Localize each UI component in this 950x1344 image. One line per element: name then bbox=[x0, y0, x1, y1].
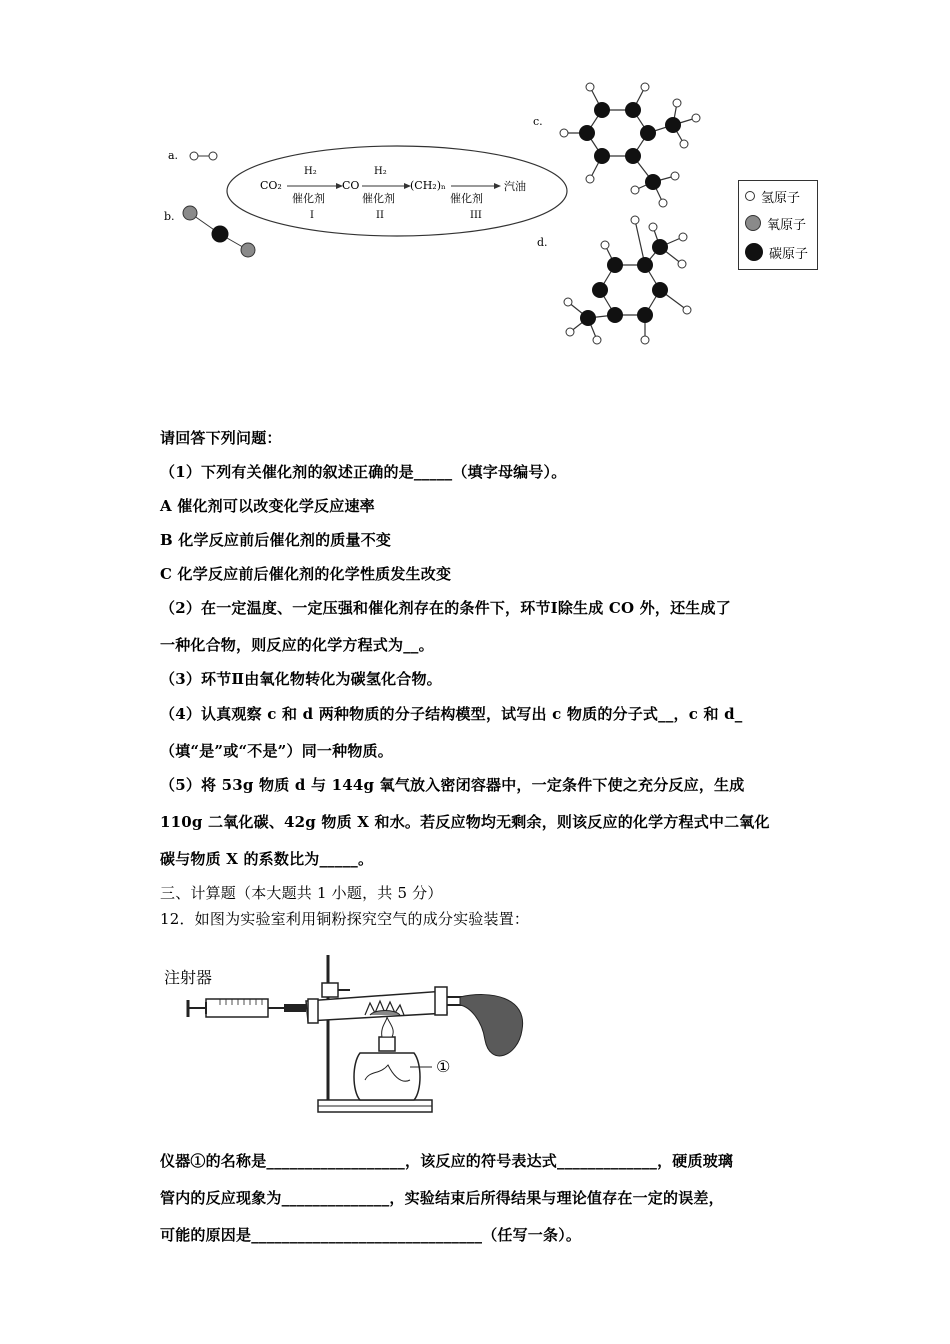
step-1: I bbox=[310, 210, 314, 221]
hydrogen-atom-icon bbox=[745, 191, 755, 201]
questions-intro: 请回答下列问题： bbox=[160, 429, 282, 447]
apparatus-drawing bbox=[160, 945, 540, 1120]
label-b: b. bbox=[164, 210, 175, 223]
balloon bbox=[460, 995, 523, 1056]
catalyst-3: 催化剂 bbox=[450, 192, 483, 205]
atom-oxygen bbox=[183, 206, 197, 220]
syringe-label: 注射器 bbox=[164, 968, 213, 987]
figure-molecules-reaction bbox=[150, 60, 830, 360]
legend-hydrogen-label: 氢原子 bbox=[761, 190, 801, 206]
instrument-marker: ① bbox=[436, 1057, 451, 1076]
option-c: C 化学反应前后催化剂的化学性质发生改变 bbox=[160, 565, 452, 583]
legend-row-oxygen bbox=[745, 212, 806, 234]
carbon-atom-icon bbox=[745, 243, 763, 261]
reagent-h2-2: H₂ bbox=[374, 166, 387, 177]
formula-co: CO bbox=[342, 179, 360, 192]
legend-oxygen-label: 氧原子 bbox=[767, 217, 807, 233]
question-5-line1: （5）将 53g 物质 d 与 144g 氧气放入密闭容器中，一定条件下使之充分反应，生成 bbox=[160, 776, 745, 794]
formula-co2: CO₂ bbox=[260, 179, 282, 192]
oxygen-atom-icon bbox=[745, 215, 761, 231]
reaction-scheme-drawing bbox=[150, 60, 830, 360]
catalyst-2: 催化剂 bbox=[362, 192, 395, 205]
question-1: （1）下列有关催化剂的叙述正确的是_____（填字母编号）。 bbox=[160, 463, 567, 481]
molecule-d-atoms bbox=[564, 216, 691, 344]
atom-oxygen bbox=[241, 243, 255, 257]
answer-line-2: 管内的反应现象为______________，实验结束后所得结果与理论值存在一定的误差， bbox=[160, 1189, 724, 1207]
question-2-line1: （2）在一定温度、一定压强和催化剂存在的条件下，环节Ⅰ除生成 CO 外，还生成了 bbox=[160, 599, 731, 617]
step-3: III bbox=[470, 210, 482, 221]
answer-line-1: 仪器①的名称是__________________，该反应的符号表达式_____________，硬质玻璃 bbox=[160, 1152, 734, 1170]
atom-hydrogen bbox=[209, 152, 217, 160]
question-2-line2: 一种化合物，则反应的化学方程式为__。 bbox=[160, 636, 434, 654]
atom-legend bbox=[738, 180, 818, 270]
molecule-c-atoms bbox=[560, 83, 700, 207]
question-4-line2: （填“是”或“不是”）同一种物质。 bbox=[160, 742, 393, 760]
formula-ch2n: (CH₂)ₙ bbox=[410, 179, 446, 192]
question-5-line3: 碳与物质 X 的系数比为_____。 bbox=[160, 850, 374, 868]
option-b: B 化学反应前后催化剂的质量不变 bbox=[160, 531, 392, 549]
label-a: a. bbox=[168, 149, 179, 162]
legend-row-carbon bbox=[745, 241, 808, 263]
legend-carbon-label: 碳原子 bbox=[769, 246, 809, 262]
atom-carbon bbox=[212, 226, 228, 242]
step-2: II bbox=[376, 210, 384, 221]
option-a: A 催化剂可以改变化学反应速率 bbox=[160, 497, 375, 515]
figure-apparatus bbox=[160, 945, 540, 1120]
alcohol-lamp bbox=[354, 1053, 420, 1100]
answer-line-3: 可能的原因是______________________________（任写一条）。 bbox=[160, 1226, 582, 1244]
catalyst-1: 催化剂 bbox=[292, 192, 325, 205]
atom-hydrogen bbox=[190, 152, 198, 160]
reagent-h2-1: H₂ bbox=[304, 166, 317, 177]
label-c: c. bbox=[533, 115, 543, 128]
section-3-heading: 三、计算题（本大题共 1 小题，共 5 分） bbox=[160, 884, 443, 902]
question-12: 12．如图为实验室利用铜粉探究空气的成分实验装置： bbox=[160, 910, 530, 928]
syringe-barrel bbox=[206, 999, 268, 1017]
product-gasoline: 汽油 bbox=[504, 180, 526, 193]
legend-row-hydrogen bbox=[745, 185, 800, 207]
question-4-line1: （4）认真观察 c 和 d 两种物质的分子结构模型，试写出 c 物质的分子式__，c 和 d_ bbox=[160, 705, 743, 723]
question-5-line2: 110g 二氧化碳、42g 物质 X 和水。若反应物均无剩余，则该反应的化学方程式中二氧化 bbox=[160, 813, 770, 831]
label-d: d. bbox=[537, 236, 548, 249]
question-3: （3）环节Ⅱ由氧化物转化为碳氢化合物。 bbox=[160, 670, 442, 688]
